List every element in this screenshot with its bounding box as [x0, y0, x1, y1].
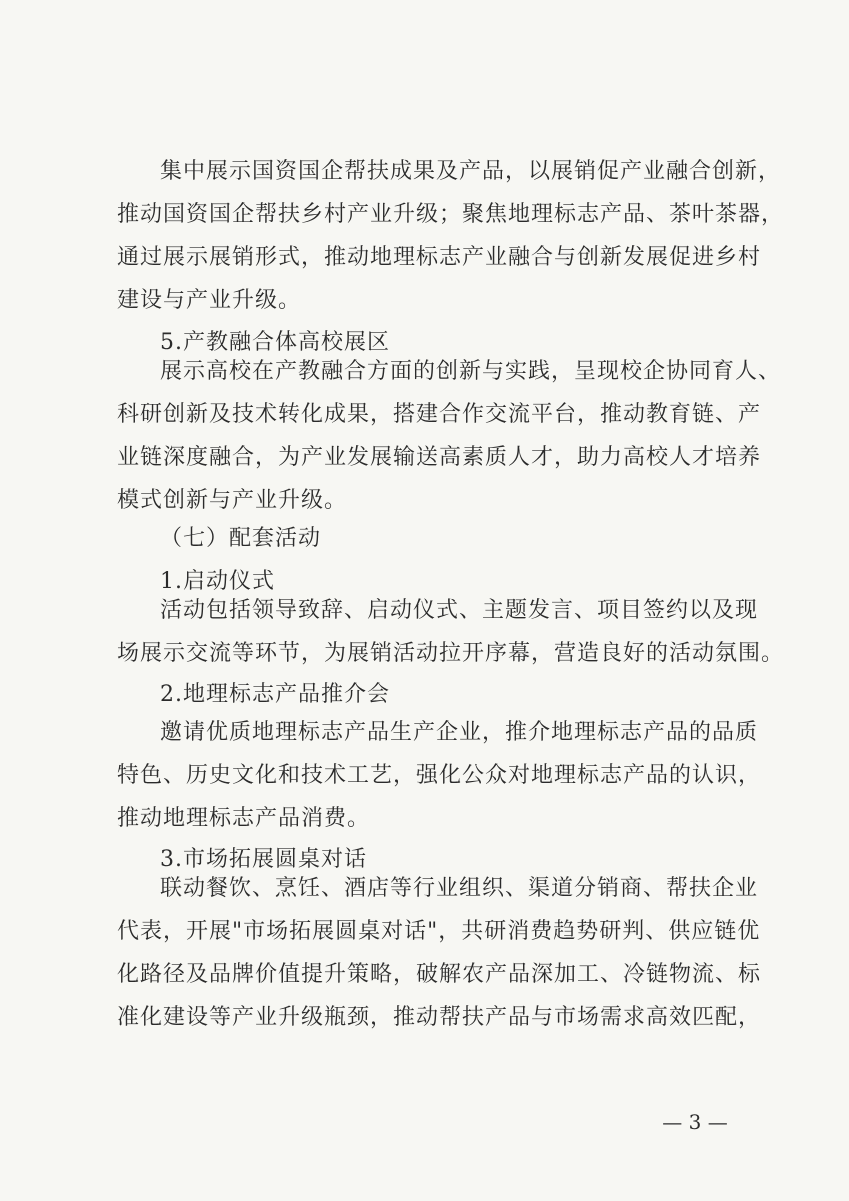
text-line: 化路径及品牌价值提升策略，破解农产品深加工、冷链物流、标	[117, 962, 762, 987]
text-line: 展示高校在产教融合方面的创新与实践，呈现校企协同育人、	[160, 359, 782, 384]
section-heading: （七）配套活动	[160, 526, 322, 551]
text-line: 代表，开展"市场拓展圆桌对话"，共研消费趋势研判、供应链优	[117, 919, 761, 944]
text-line: 推动国资国企帮扶乡村产业升级；聚焦地理标志产品、茶叶茶器，	[117, 202, 785, 227]
text-line: 通过展示展销形式，推动地理标志产业融合与创新发展促进乡村	[117, 245, 762, 270]
text-line: 邀请优质地理标志产品生产企业，推介地理标志产品的品质	[160, 720, 759, 745]
section-heading: 1.启动仪式	[160, 569, 275, 594]
text-line: 活动包括领导致辞、启动仪式、主题发言、项目签约以及现	[160, 598, 759, 623]
section-heading: 3.市场拓展圆桌对话	[160, 847, 367, 872]
text-line: 集中展示国资国企帮扶成果及产品，以展销促产业融合创新，	[160, 159, 782, 184]
text-line: 模式创新与产业升级。	[117, 488, 348, 513]
text-line: 建设与产业升级。	[117, 288, 302, 313]
text-line: 特色、历史文化和技术工艺，强化公众对地理标志产品的认识，	[117, 763, 762, 788]
page-number: — 3 —	[662, 1110, 728, 1134]
text-line: 科研创新及技术转化成果，搭建合作交流平台，推动教育链、产	[117, 402, 762, 427]
text-line: 准化建设等产业升级瓶颈，推动帮扶产品与市场需求高效匹配，	[117, 1005, 762, 1030]
text-line: 场展示交流等环节，为展销活动拉开序幕，营造良好的活动氛围。	[117, 641, 785, 666]
section-heading: 2.地理标志产品推介会	[160, 682, 390, 707]
section-heading: 5.产教融合体高校展区	[160, 330, 390, 355]
text-line: 推动地理标志产品消费。	[117, 806, 371, 831]
text-line: 业链深度融合，为产业发展输送高素质人才，助力高校人才培养	[117, 445, 762, 470]
text-line: 联动餐饮、烹饪、酒店等行业组织、渠道分销商、帮扶企业	[160, 876, 759, 901]
